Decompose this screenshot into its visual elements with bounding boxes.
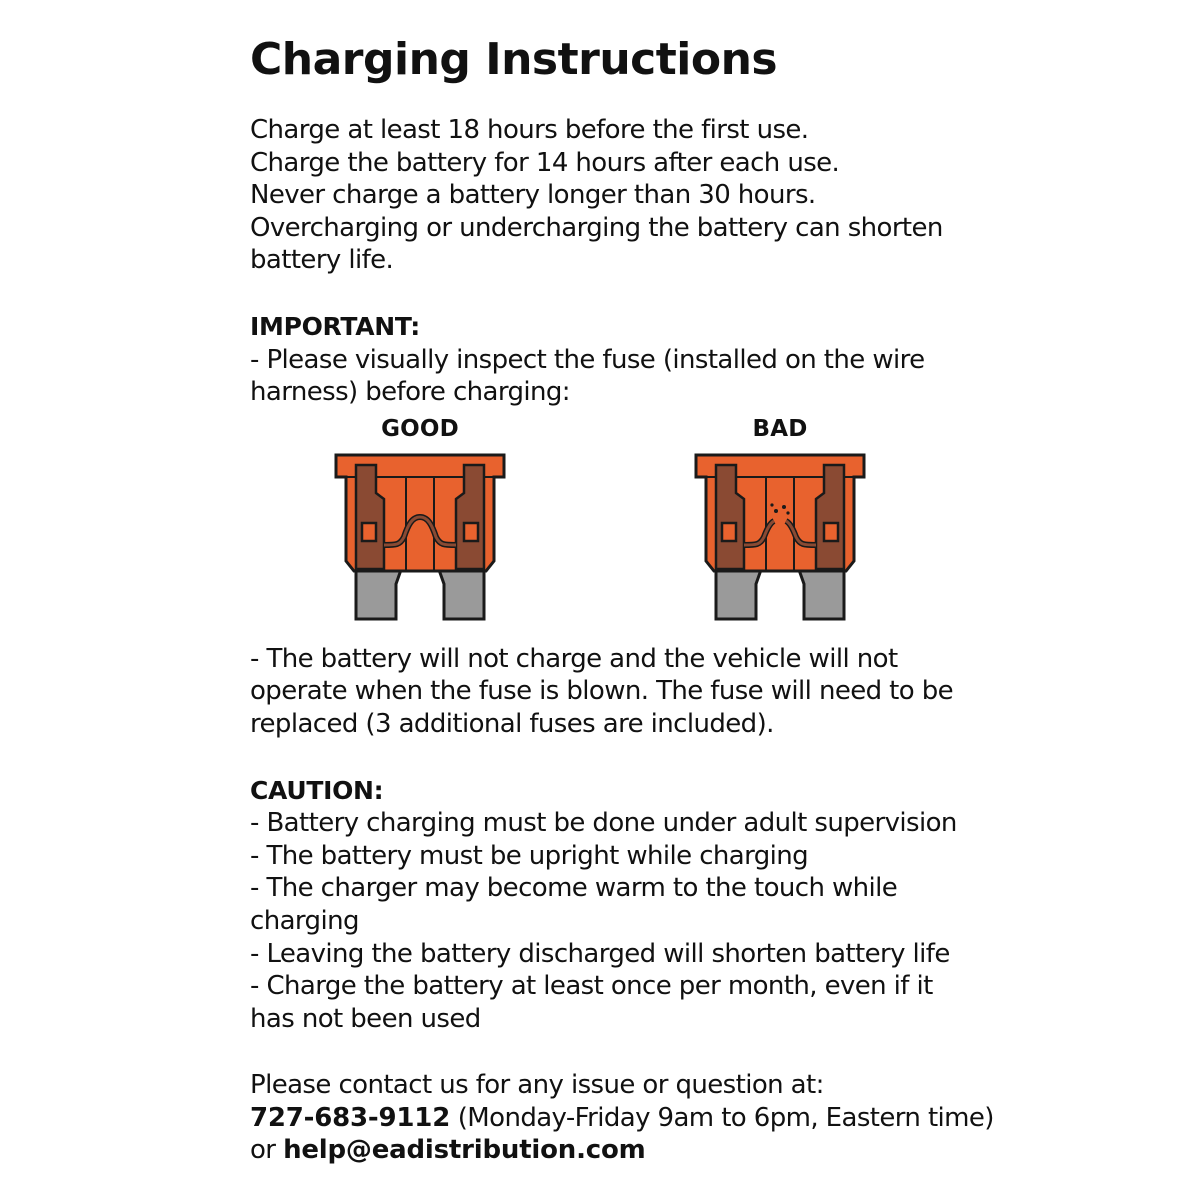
document [250, 28, 994, 1167]
caution-item: - The battery must be upright while charging [250, 840, 809, 871]
important-line: harness) before charging: [250, 377, 570, 408]
caution-list [250, 807, 970, 1035]
caution-item: - Charge the battery at least once per month, even if it [250, 971, 933, 1002]
fuse-comparison [250, 409, 970, 629]
contact-phone-line [250, 1102, 994, 1135]
intro-line: battery life. [250, 245, 394, 276]
bad-fuse-label: BAD [752, 415, 808, 442]
contact-email[interactable]: help@eadistribution.com [283, 1135, 646, 1166]
important-line: - Please visually inspect the fuse (installed on the wire [250, 344, 925, 375]
contact-or: or [250, 1135, 284, 1166]
caution-item: - The charger may become warm to the touch while [250, 873, 898, 904]
caution-item: charging [250, 905, 359, 936]
fuse-note-line: - The battery will not charge and the vehicle will not [250, 643, 898, 674]
contact-hours: (Monday-Friday 9am to 6pm, Eastern time) [450, 1102, 994, 1133]
intro-paragraph [250, 114, 970, 277]
fuse-note-paragraph [250, 643, 970, 741]
intro-line: Charge the battery for 14 hours after each use. [250, 147, 840, 178]
caution-heading: CAUTION: [250, 775, 384, 805]
intro-line: Never charge a battery longer than 30 hours. [250, 180, 816, 211]
fuse-note-line: replaced (3 additional fuses are included). [250, 708, 774, 739]
contact-intro: Please contact us for any issue or question at: [250, 1070, 824, 1101]
good-fuse-label: GOOD [381, 415, 459, 442]
fuse-note-line: operate when the fuse is blown. The fuse will need to be [250, 676, 954, 707]
important-heading: IMPORTANT: [250, 311, 420, 341]
caution-item: - Battery charging must be done under adult supervision [250, 808, 957, 839]
caution-item: has not been used [250, 1003, 481, 1034]
caution-item: - Leaving the battery discharged will shorten battery life [250, 938, 950, 969]
contact-email-line [250, 1134, 970, 1167]
intro-line: Overcharging or undercharging the battery can shorten [250, 212, 943, 243]
contact-phone[interactable]: 727-683-9112 [250, 1102, 451, 1133]
contact-paragraph [250, 1069, 994, 1167]
page-title: Charging Instructions [250, 34, 778, 85]
intro-line: Charge at least 18 hours before the first use. [250, 115, 809, 145]
good-fuse-illustration [330, 449, 510, 629]
important-paragraph [250, 344, 970, 409]
bad-fuse-illustration [690, 449, 870, 629]
